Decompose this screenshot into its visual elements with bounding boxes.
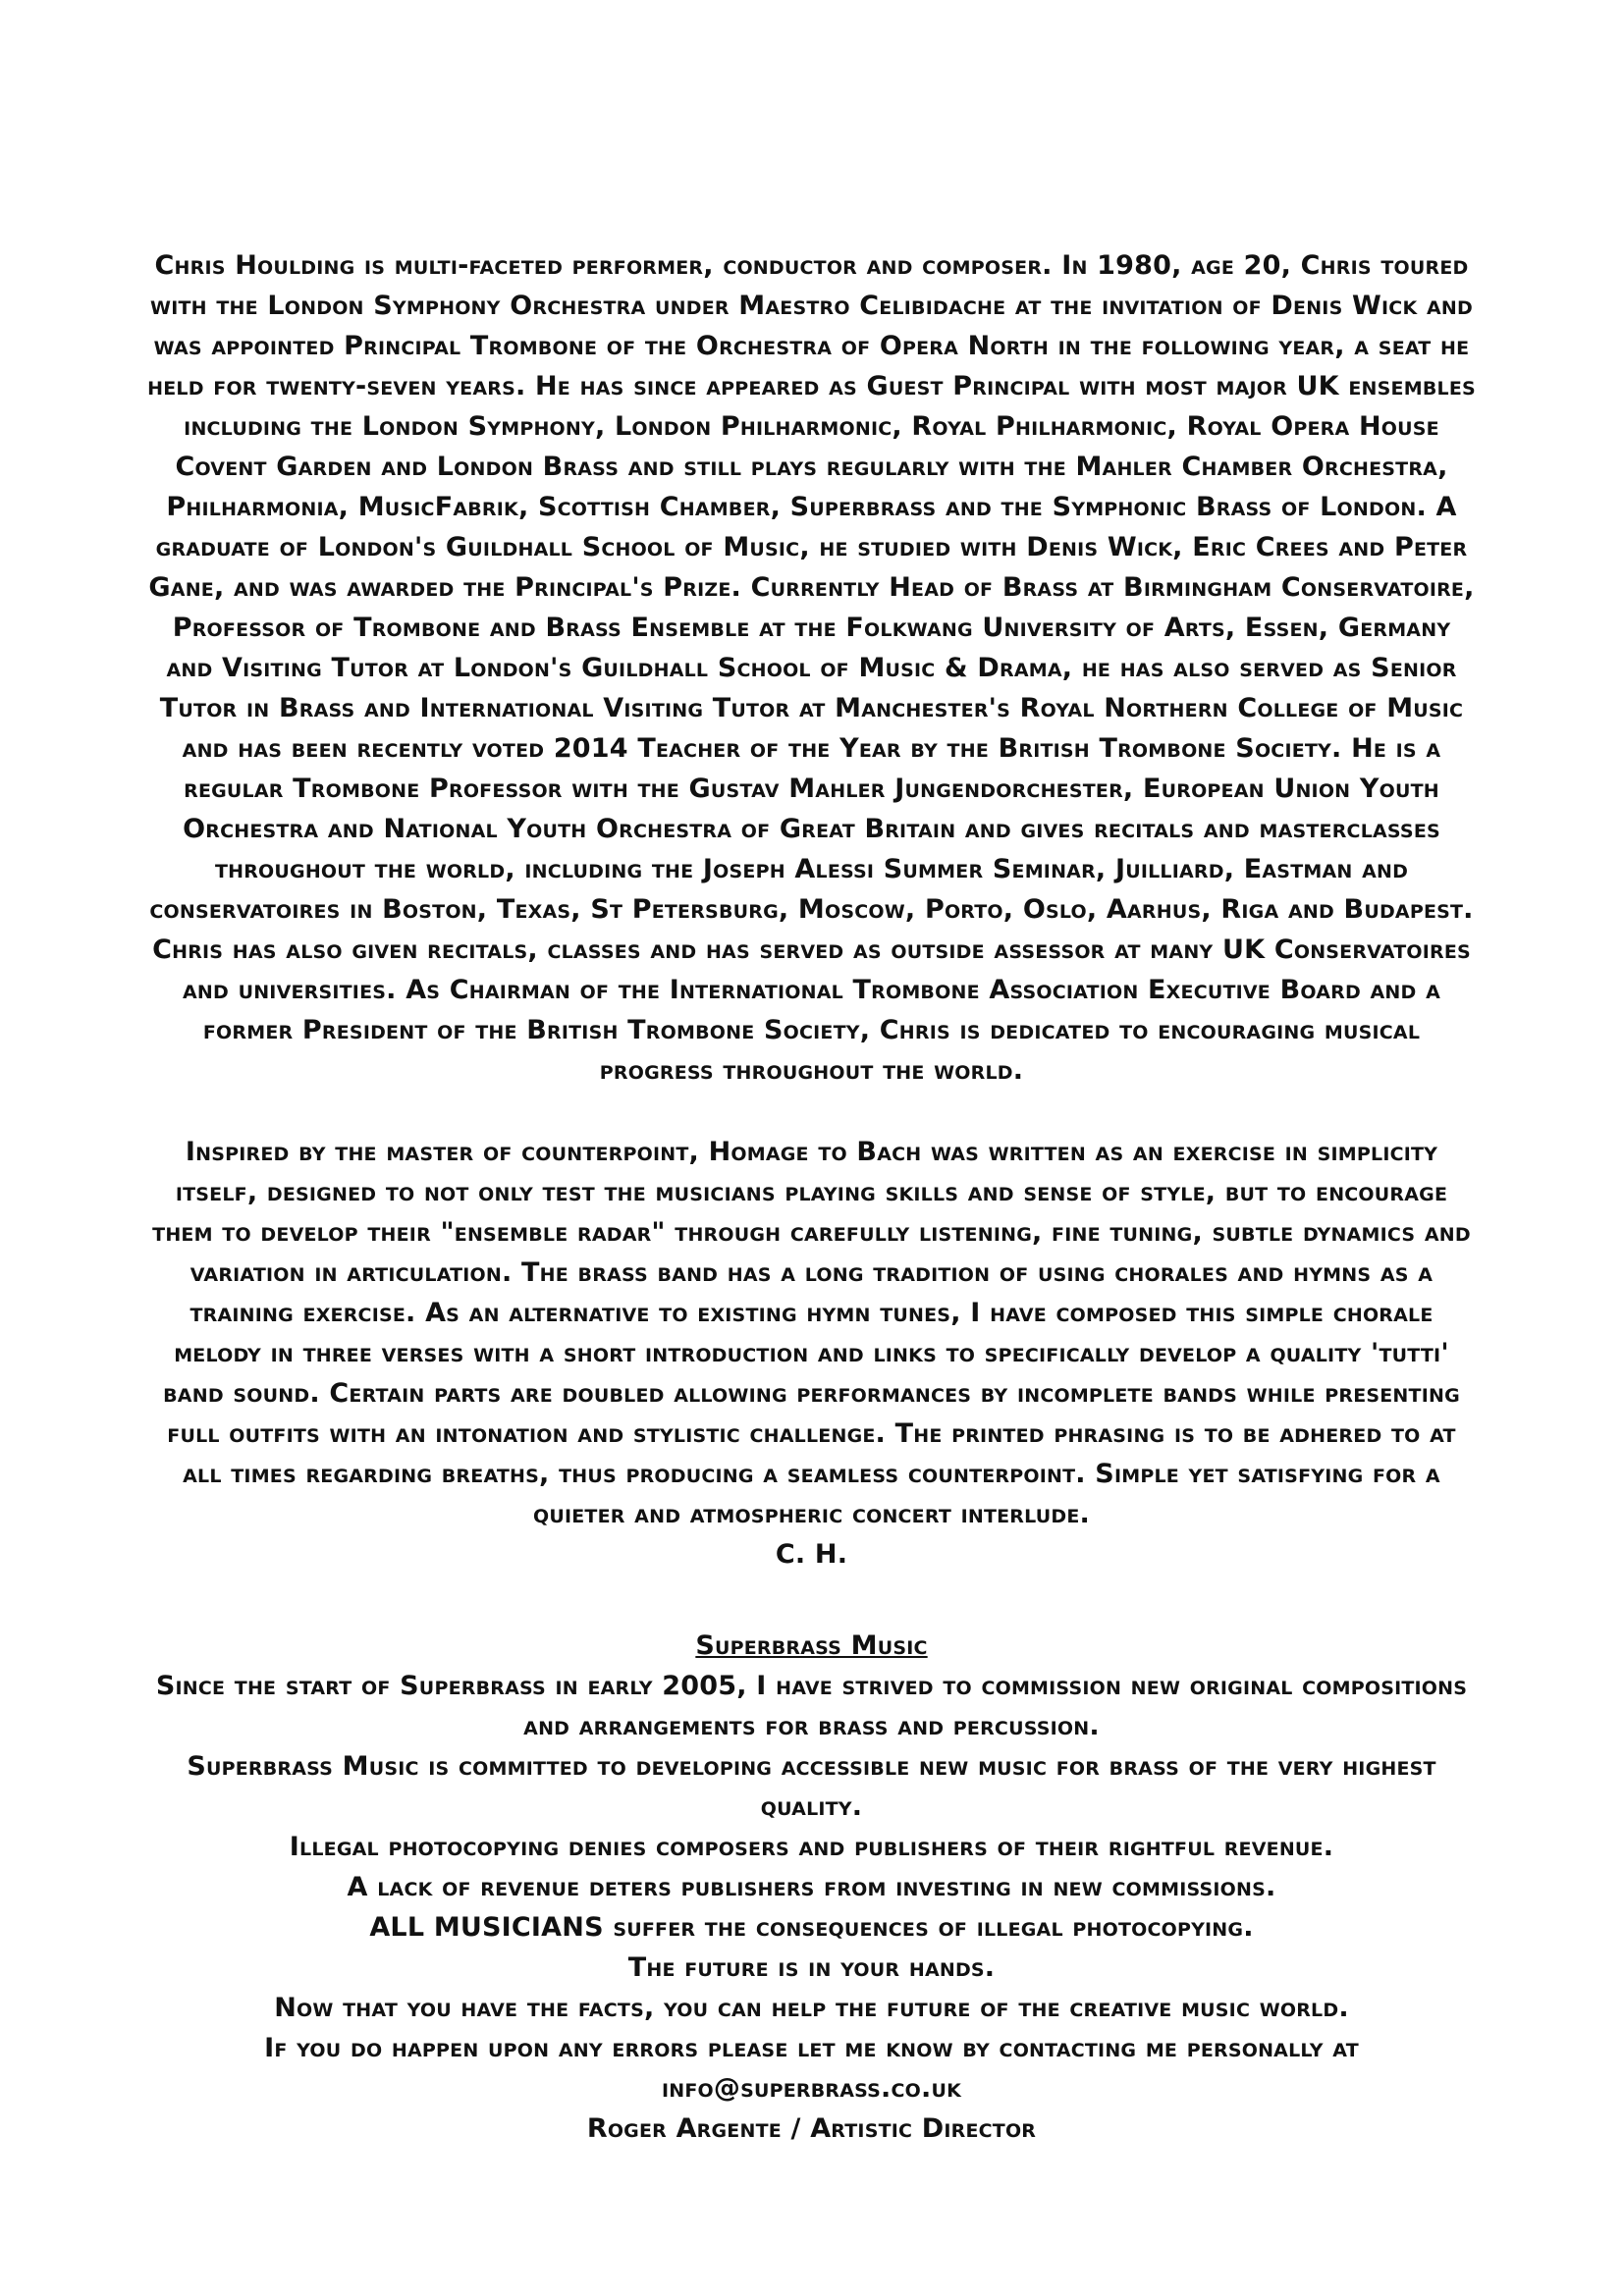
superbrass-line-3: Illegal photocopying denies composers and publishers of their rightful revenue. [289,1832,1334,1862]
superbrass-line-2: Superbrass Music is committed to developing accessible new music for brass of the very highest quality. [187,1751,1436,1822]
superbrass-title: Superbrass Music [695,1630,928,1661]
superbrass-line-4: A lack of revenue deters publishers from investing in new commissions. [347,1872,1276,1902]
superbrass-line-6: The future is in your hands. [627,1952,996,1983]
composer-biography: Chris Houlding is multi-faceted performer, conductor and composer. In 1980, age 20, Chris toured with the London Symphony Orchestra under Maestro Celibidache at the invitation of Denis Wick and was appointed Principal Trombone of the Orchestra of Opera North in the following year, a seat he held for twenty-seven years. He has since appeared as Guest Principal with most major UK ensembles including the London Symphony, London Philharmonic, Royal Philharmonic, Royal Opera House Covent Garden and London Brass and still plays regularly with the Mahler Chamber Orchestra, Philharmonia, MusicFabrik, Scottish Chamber, Superbrass and the Symphonic Brass of London. A graduate of London's Guildhall School of Music, he studied with Denis Wick, Eric Crees and Peter Gane, and was awarded the Principal's Prize. Currently Head of Brass at Birmingham Conservatoire, Professor of Trombone and Brass Ensemble at the Folkwang University of Arts, Essen, Germany and Visiting Tutor at London's Guildhall School of Music & Drama, he has also served as Senior Tutor in Brass and International Visiting Tutor at Manchester's Royal Northern College of Music and has been recently voted 2014 Teacher of the Year by the British Trombone Society. He is a regular Trombone Professor with the Gustav Mahler Jungendorchester, European Union Youth Orchestra and National Youth Orchestra of Great Britain and gives recitals and masterclasses throughout the world, including the Joseph Alessi Summer Seminar, Juilliard, Eastman and conservatoires in Boston, Texas, St Petersburg, Moscow, Porto, Oslo, Aarhus, Riga and Budapest. Chris has also given recitals, classes and has served as outside assessor at many UK Conservatoires and universities. As Chairman of the International Trombone Association Executive Board and a former President of the British Trombone Society, Chris is dedicated to encouraging musical progress throughout the world. [147,250,1476,1086]
superbrass-line-8: If you do happen upon any errors please let me know by contacting me personally at info@superbrass.co.uk [264,2033,1359,2104]
superbrass-line-7: Now that you have the facts, you can help the future of the creative music world. [274,1993,1349,2023]
superbrass-line-1: Since the start of Superbrass in early 2005, I have strived to commission new original compositions and arrangements for brass and percussion. [155,1671,1468,1741]
document-page [147,245,1476,2149]
programme-note [147,1132,1476,1575]
programme-note-initials: C. H. [775,1539,848,1570]
superbrass-line-5-rest: suffer the consequences of illegal photocopying. [603,1912,1254,1943]
all-musicians-emphasis: ALL MUSICIANS [369,1912,604,1943]
superbrass-section [147,1626,1476,2149]
superbrass-line-5 [147,1907,1476,1948]
programme-note-text: Inspired by the master of counterpoint, Homage to Bach was written as an exercise in simplicity itself, designed to not only test the musicians playing skills and sense of style, but to encourage them to develop their "ensemble radar" through carefully listening, fine tuning, subtle dynamics and variation in articulation. The brass band has a long tradition of using chorales and hymns as a training exercise. As an alternative to existing hymn tunes, I have composed this simple chorale melody in three verses with a short introduction and links to specifically develop a quality 'tutti' band sound. Certain parts are doubled allowing performances by incomplete bands while presenting full outfits with an intonation and stylistic challenge. The printed phrasing is to be adhered to at all times regarding breaths, thus producing a seamless counterpoint. Simple yet satisfying for a quieter and atmospheric concert interlude. [152,1137,1471,1529]
superbrass-signature: Roger Argente / Artistic Director [586,2113,1037,2144]
